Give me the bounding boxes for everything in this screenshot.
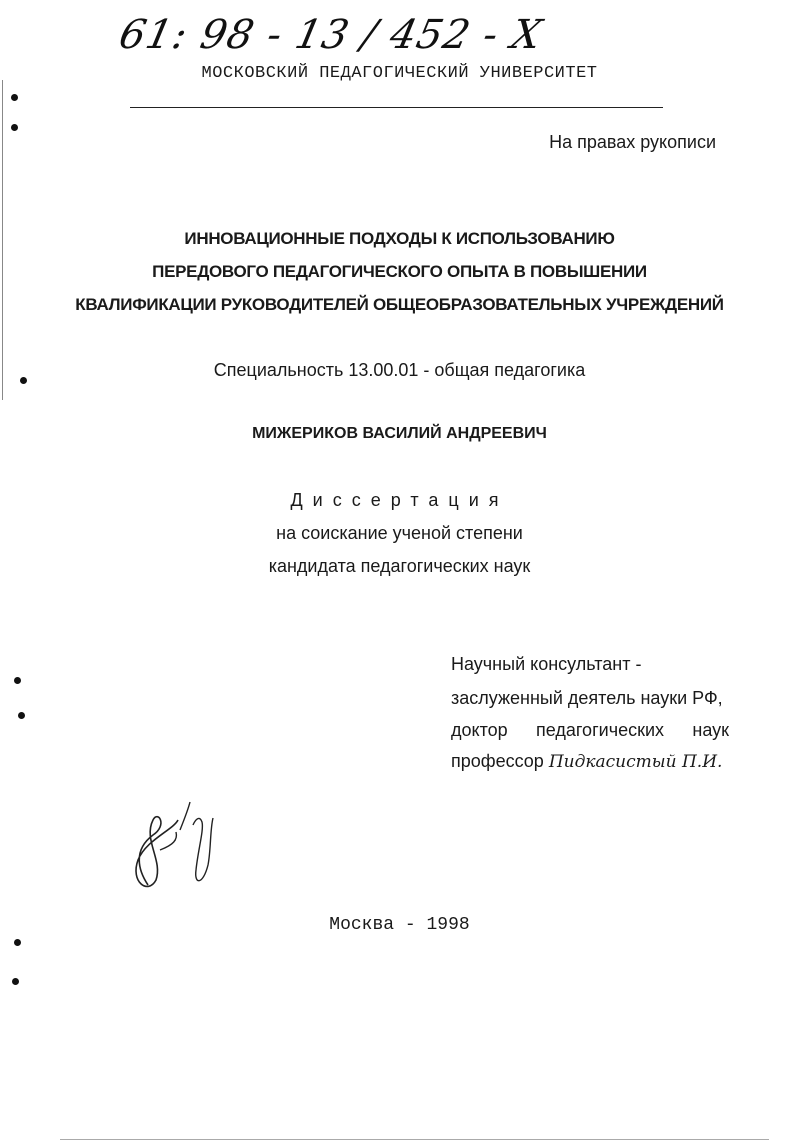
degree-line-1: на соискание ученой степени bbox=[276, 523, 523, 543]
thesis-title-line-1: ИННОВАЦИОННЫЕ ПОДХОДЫ К ИСПОЛЬЗОВАНИЮ bbox=[184, 229, 615, 248]
archive-code: 61: 98 - 13 / 452 - X bbox=[115, 12, 547, 58]
binding-hole-mark bbox=[14, 677, 21, 684]
advisor-title: профессор bbox=[451, 751, 544, 771]
signature bbox=[118, 790, 228, 900]
header-divider bbox=[130, 107, 663, 108]
binding-hole-mark bbox=[11, 124, 18, 131]
advisor-line-1: Научный консультант - bbox=[451, 654, 642, 674]
binding-hole-mark bbox=[14, 939, 21, 946]
advisor-name: Пидкасистый П.И. bbox=[548, 752, 723, 772]
degree-line-2: кандидата педагогических наук bbox=[268, 556, 531, 576]
binding-hole-mark bbox=[12, 978, 19, 985]
binding-hole-mark bbox=[20, 377, 27, 384]
city-year: Москва - 1998 bbox=[329, 915, 470, 935]
scan-bottom-edge bbox=[60, 1139, 769, 1140]
binding-hole-mark bbox=[11, 94, 18, 101]
advisor-line-4 bbox=[451, 751, 722, 772]
dissertation-heading: Диссертация bbox=[290, 490, 509, 510]
author-name: МИЖЕРИКОВ ВАСИЛИЙ АНДРЕЕВИЧ bbox=[252, 425, 547, 442]
university-name: МОСКОВСКИЙ ПЕДАГОГИЧЕСКИЙ УНИВЕРСИТЕТ bbox=[201, 64, 598, 83]
advisor-line-3 bbox=[451, 720, 729, 741]
advisor-degree-word-1: доктор bbox=[451, 720, 508, 740]
specialty-line: Специальность 13.00.01 - общая педагогика bbox=[213, 360, 586, 380]
binding-hole-mark bbox=[18, 712, 25, 719]
advisor-degree-word-3: наук bbox=[692, 720, 729, 740]
scan-margin-line bbox=[2, 80, 3, 400]
thesis-title-line-2: ПЕРЕДОВОГО ПЕДАГОГИЧЕСКОГО ОПЫТА В ПОВЫШЕНИИ bbox=[152, 262, 647, 281]
advisor-degree-word-2: педагогических bbox=[536, 720, 665, 740]
advisor-line-2: заслуженный деятель науки РФ, bbox=[451, 688, 723, 708]
thesis-title-line-3: КВАЛИФИКАЦИИ РУКОВОДИТЕЛЕЙ ОБЩЕОБРАЗОВАТЕЛЬНЫХ УЧРЕЖДЕНИЙ bbox=[75, 295, 724, 314]
manuscript-rights-note: На правах рукописи bbox=[549, 132, 716, 152]
